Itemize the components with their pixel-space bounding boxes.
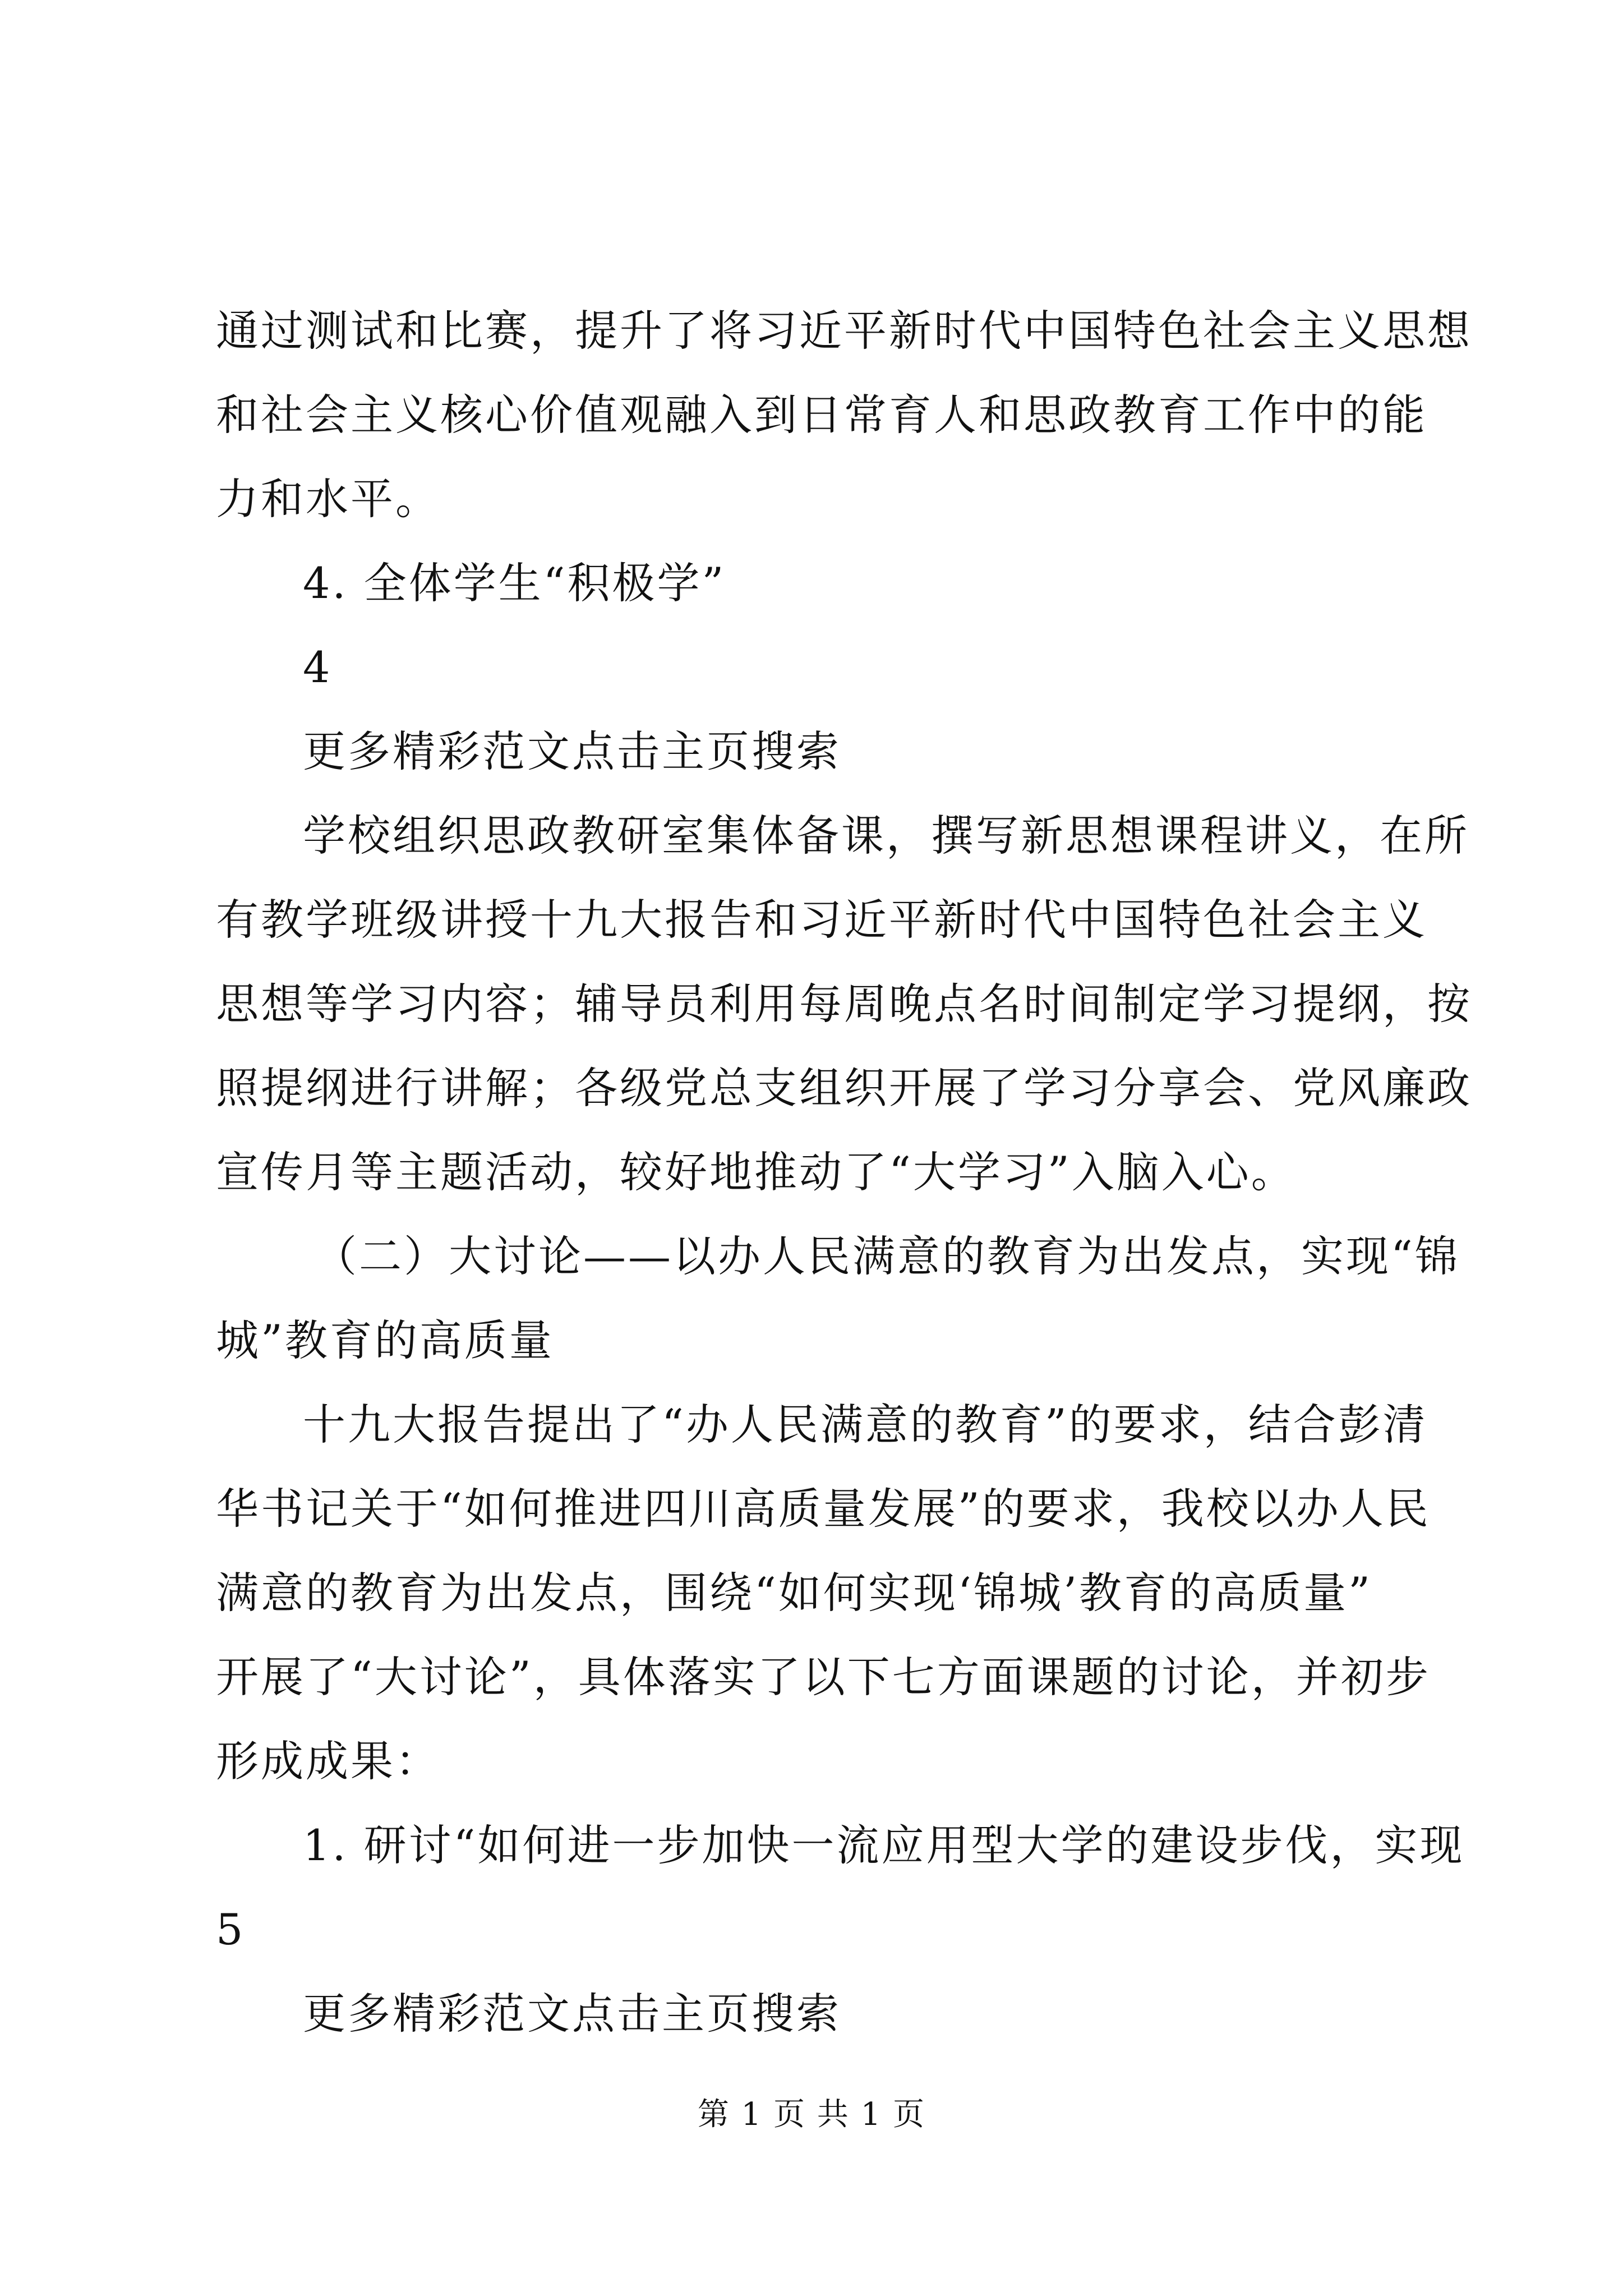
text-line: 有教学班级讲授十九大报告和习近平新时代中国特色社会主义 [216, 895, 1427, 945]
section-heading: （二）大讨论——以办人民满意的教育为出发点，实现“锦 [314, 1231, 1460, 1281]
text-line: 十九大报告提出了“办人民满意的教育”的要求，结合彭清 [303, 1400, 1428, 1450]
text-line: 1. 研讨“如何进一步加快一流应用型大学的建设步伐，实现 [303, 1820, 1465, 1870]
text-line: 照提纲进行讲解；各级党总支组织开展了学习分享会、党风廉政 [216, 1063, 1472, 1113]
page-number-marker: 4 [303, 642, 333, 692]
text-line: 4. 全体学生“积极学” [303, 558, 726, 608]
text-line: 学校组织思政教研室集体备课，撰写新思想课程讲义，在所 [303, 811, 1469, 861]
text-line: 开展了“大讨论”，具体落实了以下七方面课题的讨论，并初步 [216, 1652, 1431, 1702]
text-line: 宣传月等主题活动，较好地推动了“大学习”入脑入心。 [216, 1147, 1296, 1197]
promo-text: 更多精彩范文点击主页搜索 [303, 726, 841, 776]
text-line: 满意的教育为出发点，围绕“如何实现‘锦城’教育的高质量” [216, 1568, 1373, 1618]
page-footer: 第 1 页 共 1 页 [697, 2096, 926, 2133]
text-line: 通过测试和比赛，提升了将习近平新时代中国特色社会主义思想 [216, 306, 1472, 356]
text-line: 形成成果： [216, 1736, 440, 1786]
text-line: 和社会主义核心价值观融入到日常育人和思政教育工作中的能 [216, 390, 1427, 440]
text-line: 思想等学习内容；辅导员利用每周晚点名时间制定学习提纲，按 [216, 979, 1472, 1029]
text-line: 华书记关于“如何推进四川高质量发展”的要求，我校以办人民 [216, 1484, 1431, 1534]
section-heading-cont: 城”教育的高质量 [216, 1315, 554, 1365]
page-number-marker: 5 [216, 1904, 246, 1954]
text-line: 力和水平。 [216, 474, 440, 524]
promo-text: 更多精彩范文点击主页搜索 [303, 1989, 841, 2039]
